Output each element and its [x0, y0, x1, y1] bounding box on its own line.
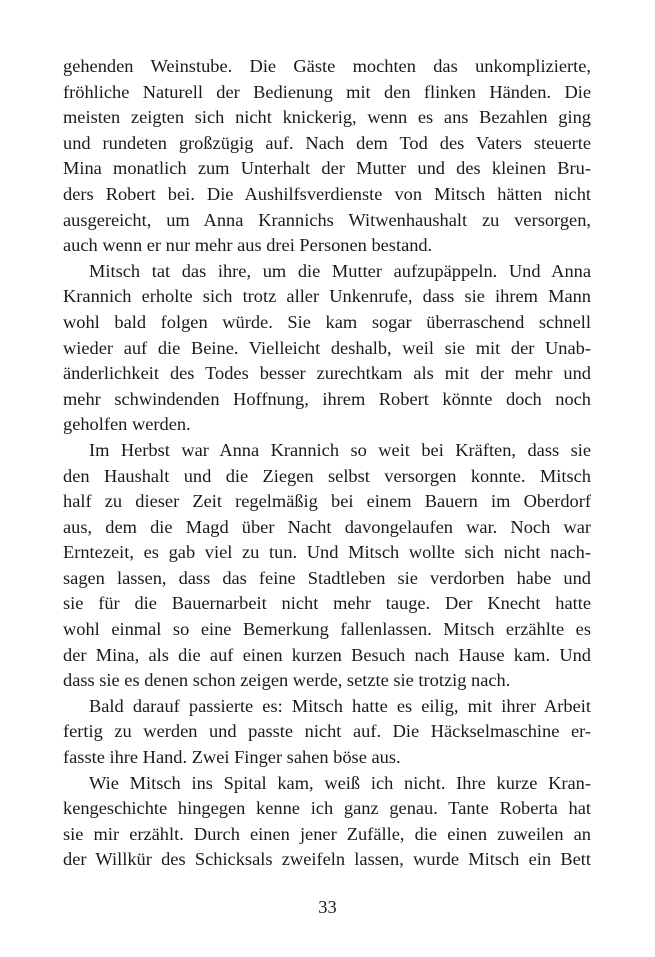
- text-line: wohl einmal so eine Bemerkung fallenlassen. Mitsch erzählte es: [63, 619, 591, 640]
- page-body: [63, 54, 591, 873]
- text-line: Im Herbst war Anna Krannich so weit bei Kräften, dass sie: [89, 439, 591, 460]
- text-line: und rundeten großzügig auf. Nach dem Tod des Vaters steuerte: [63, 132, 591, 153]
- paragraph: [63, 771, 591, 873]
- text-line: dass sie es denen schon zeigen werde, setzte sie trotzig nach.: [63, 670, 511, 691]
- text-line: Erntezeit, es gab viel zu tun. Und Mitsch wollte sich nicht nach-: [63, 542, 591, 563]
- text-line: Bald darauf passierte es: Mitsch hatte es eilig, mit ihrer Arbeit: [89, 695, 591, 716]
- paragraph: [63, 438, 591, 694]
- page-number: 33: [318, 897, 337, 917]
- text-line: auch wenn er nur mehr aus drei Personen bestand.: [63, 235, 433, 256]
- text-line: Mina monatlich zum Unterhalt der Mutter und des kleinen Bru-: [63, 158, 591, 179]
- text-line: Krannich erholte sich trotz aller Unkenrufe, dass sie ihrem Mann: [63, 286, 591, 307]
- text-line: fasste ihre Hand. Zwei Finger sahen böse aus.: [63, 747, 401, 768]
- text-line: sie für die Bauernarbeit nicht mehr tauge. Der Knecht hatte: [63, 593, 591, 614]
- text-line: mehr schwindenden Hoffnung, ihrem Robert könnte doch noch: [63, 388, 591, 409]
- text-line: aus, dem die Magd über Nacht davongelaufen war. Noch war: [63, 516, 591, 537]
- text-line: sie mir erzählt. Durch einen jener Zufälle, die einen zuweilen an: [63, 823, 591, 844]
- text-line: ders Robert bei. Die Aushilfsverdienste von Mitsch hätten nicht: [63, 183, 591, 204]
- text-line: Wie Mitsch ins Spital kam, weiß ich nicht. Ihre kurze Kran-: [89, 772, 591, 793]
- text-line: half zu dieser Zeit regelmäßig bei einem Bauern im Oberdorf: [63, 491, 591, 512]
- paragraph: [63, 259, 591, 438]
- text-line: Mitsch tat das ihre, um die Mutter aufzupäppeln. Und Anna: [89, 260, 591, 281]
- text-line: den Haushalt und die Ziegen selbst versorgen konnte. Mitsch: [63, 465, 591, 486]
- text-line: geholfen werden.: [63, 414, 191, 435]
- text-line: kengeschichte hingegen kenne ich ganz genau. Tante Roberta hat: [63, 798, 591, 819]
- paragraph: [63, 694, 591, 771]
- text-line: der Willkür des Schicksals zweifeln lassen, wurde Mitsch ein Bett: [63, 849, 591, 870]
- text-line: wieder auf die Beine. Vielleicht deshalb, weil sie mit der Unab-: [63, 337, 591, 358]
- text-line: meisten zeigten sich nicht knickerig, wenn es ans Bezahlen ging: [63, 107, 591, 128]
- text-line: der Mina, als die auf einen kurzen Besuch nach Hause kam. Und: [63, 644, 591, 665]
- text-line: fertig zu werden und passte nicht auf. Die Häckselmaschine er-: [63, 721, 591, 742]
- text-line: änderlichkeit des Todes besser zurechtkam als mit der mehr und: [63, 363, 591, 384]
- text-line: wohl bald folgen würde. Sie kam sogar überraschend schnell: [63, 311, 591, 332]
- text-line: ausgereicht, um Anna Krannichs Witwenhaushalt zu versorgen,: [63, 209, 591, 230]
- text-line: fröhliche Naturell der Bedienung mit den flinken Händen. Die: [63, 81, 591, 102]
- text-line: gehenden Weinstube. Die Gäste mochten das unkomplizierte,: [63, 56, 591, 76]
- paragraph: [63, 54, 591, 259]
- text-line: sagen lassen, dass das feine Stadtleben sie verdorben habe und: [63, 567, 591, 588]
